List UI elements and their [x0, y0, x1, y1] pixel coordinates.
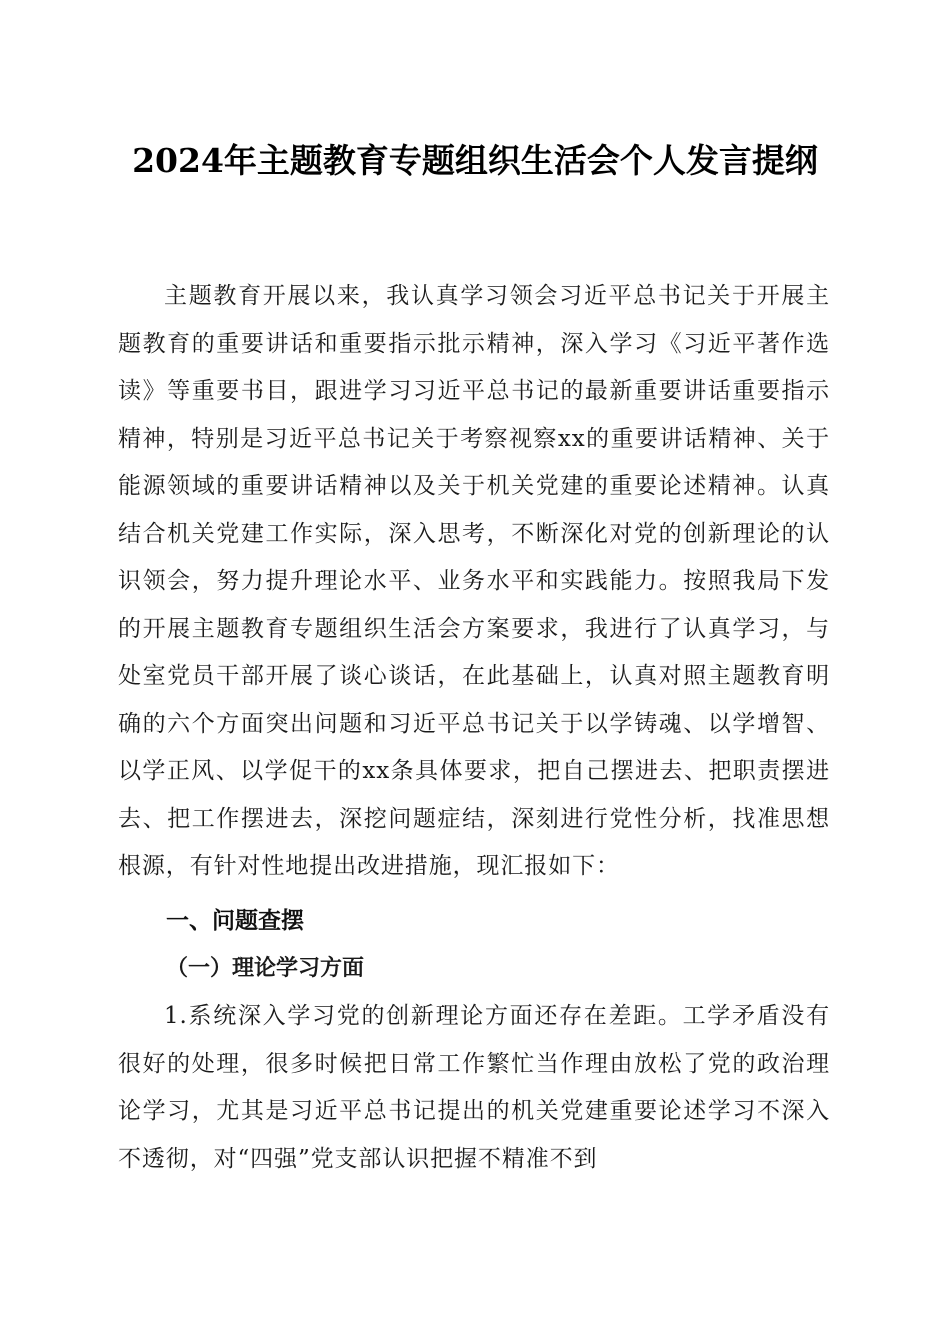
document-title: 2024年主题教育专题组织生活会个人发言提纲 [132, 141, 818, 180]
item-paragraph-1: 1.系统深入学习党的创新理论方面还存在差距。工学矛盾没有很好的处理，很多时候把日常工作繁忙当作理由放松了党的政治理论学习，尤其是习近平总书记提出的机关党建重要论述学习不深入不透彻，对“四强”党支部认识把握不精准不到 [118, 1003, 830, 1172]
section-heading-problems: 一、问题查摆 [166, 908, 304, 934]
intro-paragraph: 主题教育开展以来，我认真学习领会习近平总书记关于开展主题教育的重要讲话和重要指示批示精神，深入学习《习近平著作选读》等重要书目，跟进学习习近平总书记的最新重要讲话重要指示精神，特别是习近平总书记关于考察视察xx的重要讲话精神、关于能源领域的重要讲话精神以及关于机关党建的重要论述精神。认真结合机关党建工作实际，深入思考，不断深化对党的创新理论的认识领会，努力提升理论水平、业务水平和实践能力。按照我局下发的开展主题教育专题组织生活会方案要求，我进行了认真学习，与处室党员干部开展了谈心谈话，在此基础上，认真对照主题教育明确的六个方面突出问题和习近平总书记关于以学铸魂、以学增智、以学正风、以学促干的xx条具体要求，把自己摆进去、把职责摆进去、把工作摆进去，深挖问题症结，深刻进行党性分析，找准思想根源，有针对性地提出改进措施，现汇报如下： [118, 283, 830, 879]
subsection-heading-theory-study: （一）理论学习方面 [166, 955, 365, 981]
